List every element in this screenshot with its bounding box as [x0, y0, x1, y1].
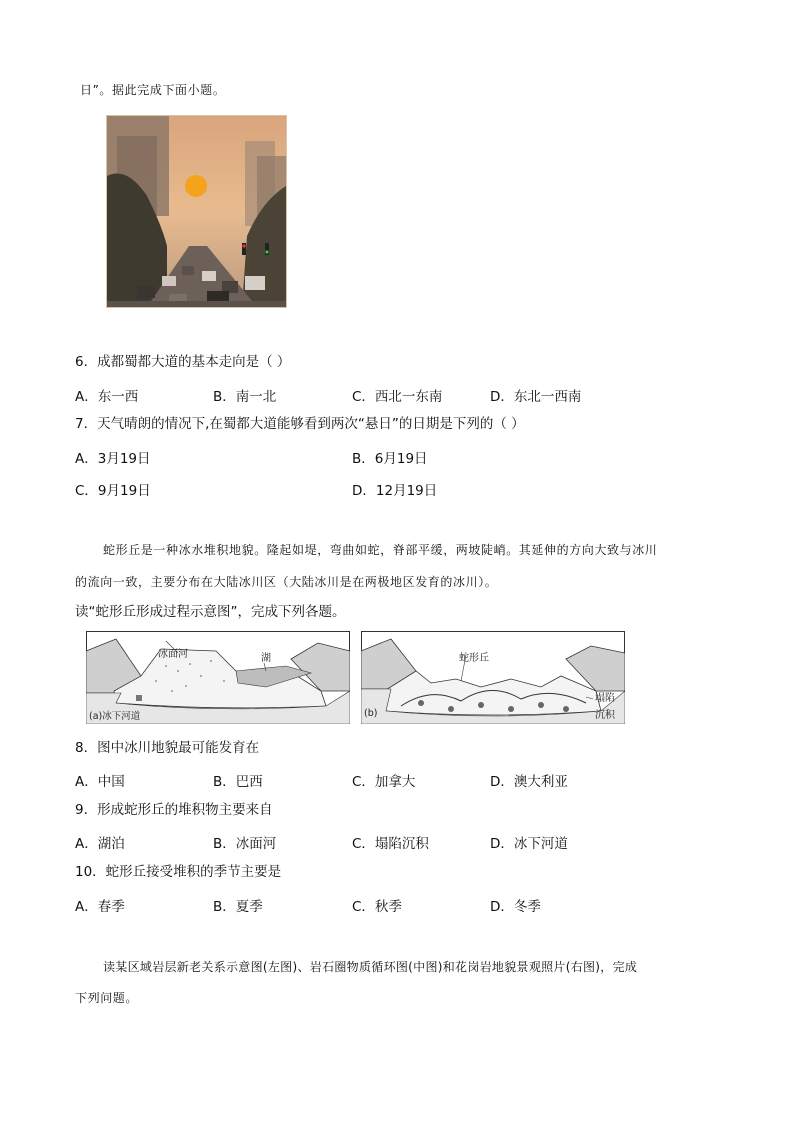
esker-diagram-b: [361, 631, 625, 724]
q10-option-a[interactable]: A．春季: [75, 899, 125, 915]
caption-a: (a)冰下河道: [89, 711, 141, 722]
passage-2-instruction: 读“蛇形丘形成过程示意图”，完成下列各题。: [75, 604, 346, 620]
q8-option-b[interactable]: B．巴西: [213, 774, 263, 790]
caption-b: (b): [364, 708, 378, 719]
q6-option-d[interactable]: D．东北一西南: [490, 389, 582, 405]
q10-option-d[interactable]: D．冬季: [490, 899, 541, 915]
q9-option-a[interactable]: A．湖泊: [75, 836, 125, 852]
passage-2-line-2: 的流向一致，主要分布在大陆冰川区（大陆冰川是在两极地区发育的冰川）。: [75, 575, 498, 589]
q10-option-b[interactable]: B．夏季: [213, 899, 263, 915]
q8-option-a[interactable]: A．中国: [75, 774, 125, 790]
label-collapse: 塌陷: [595, 693, 615, 704]
question-7-stem: 7．天气晴朗的情况下,在蜀都大道能够看到两次“悬日”的日期是下列的（ ）: [75, 416, 525, 432]
q9-option-d[interactable]: D．冰下河道: [490, 836, 568, 852]
hanging-sun-photo: [106, 115, 287, 308]
question-8-stem: 8．图中冰川地貌最可能发育在: [75, 740, 260, 756]
question-10-stem: 10．蛇形丘接受堆积的季节主要是: [75, 864, 282, 880]
q10-option-c[interactable]: C．秋季: [352, 899, 402, 915]
q7-option-c[interactable]: C．9月19日: [75, 483, 151, 499]
q7-option-d[interactable]: D．12月19日: [352, 483, 438, 499]
passage-2-line-1: 蛇形丘是一种冰水堆积地貌。隆起如堤，弯曲如蛇，脊部平缓，两坡陡峭。其延伸的方向大致与冰川: [103, 543, 658, 557]
label-deposit: 沉积: [595, 710, 615, 721]
q6-option-c[interactable]: C．西北一东南: [352, 389, 443, 405]
q9-option-c[interactable]: C．塌陷沉积: [352, 836, 429, 852]
passage-3-line-1: 读某区域岩层新老关系示意图(左图)、岩石圈物质循环图(中图)和花岗岩地貌景观照片(右图)，完成: [103, 960, 638, 974]
passage-3-line-2: 下列问题。: [75, 991, 139, 1005]
q7-option-a[interactable]: A．3月19日: [75, 451, 151, 467]
q6-option-b[interactable]: B．南一北: [213, 389, 277, 405]
question-9-stem: 9．形成蛇形丘的堆积物主要来自: [75, 802, 273, 818]
label-lake: 湖: [261, 653, 271, 664]
q8-option-c[interactable]: C．加拿大: [352, 774, 416, 790]
q6-option-a[interactable]: A．东一西: [75, 389, 139, 405]
q7-option-b[interactable]: B．6月19日: [352, 451, 428, 467]
q9-option-b[interactable]: B．冰面河: [213, 836, 277, 852]
label-ice-surface-river: 冰面河: [158, 649, 188, 660]
esker-diagram-a: [86, 631, 350, 724]
label-esker: 蛇形丘: [459, 653, 489, 664]
q8-option-d[interactable]: D．澳大利亚: [490, 774, 568, 790]
intro-text: 日”。据此完成下面小题。: [80, 83, 226, 97]
question-6-stem: 6．成都蜀都大道的基本走向是（ ）: [75, 354, 291, 370]
